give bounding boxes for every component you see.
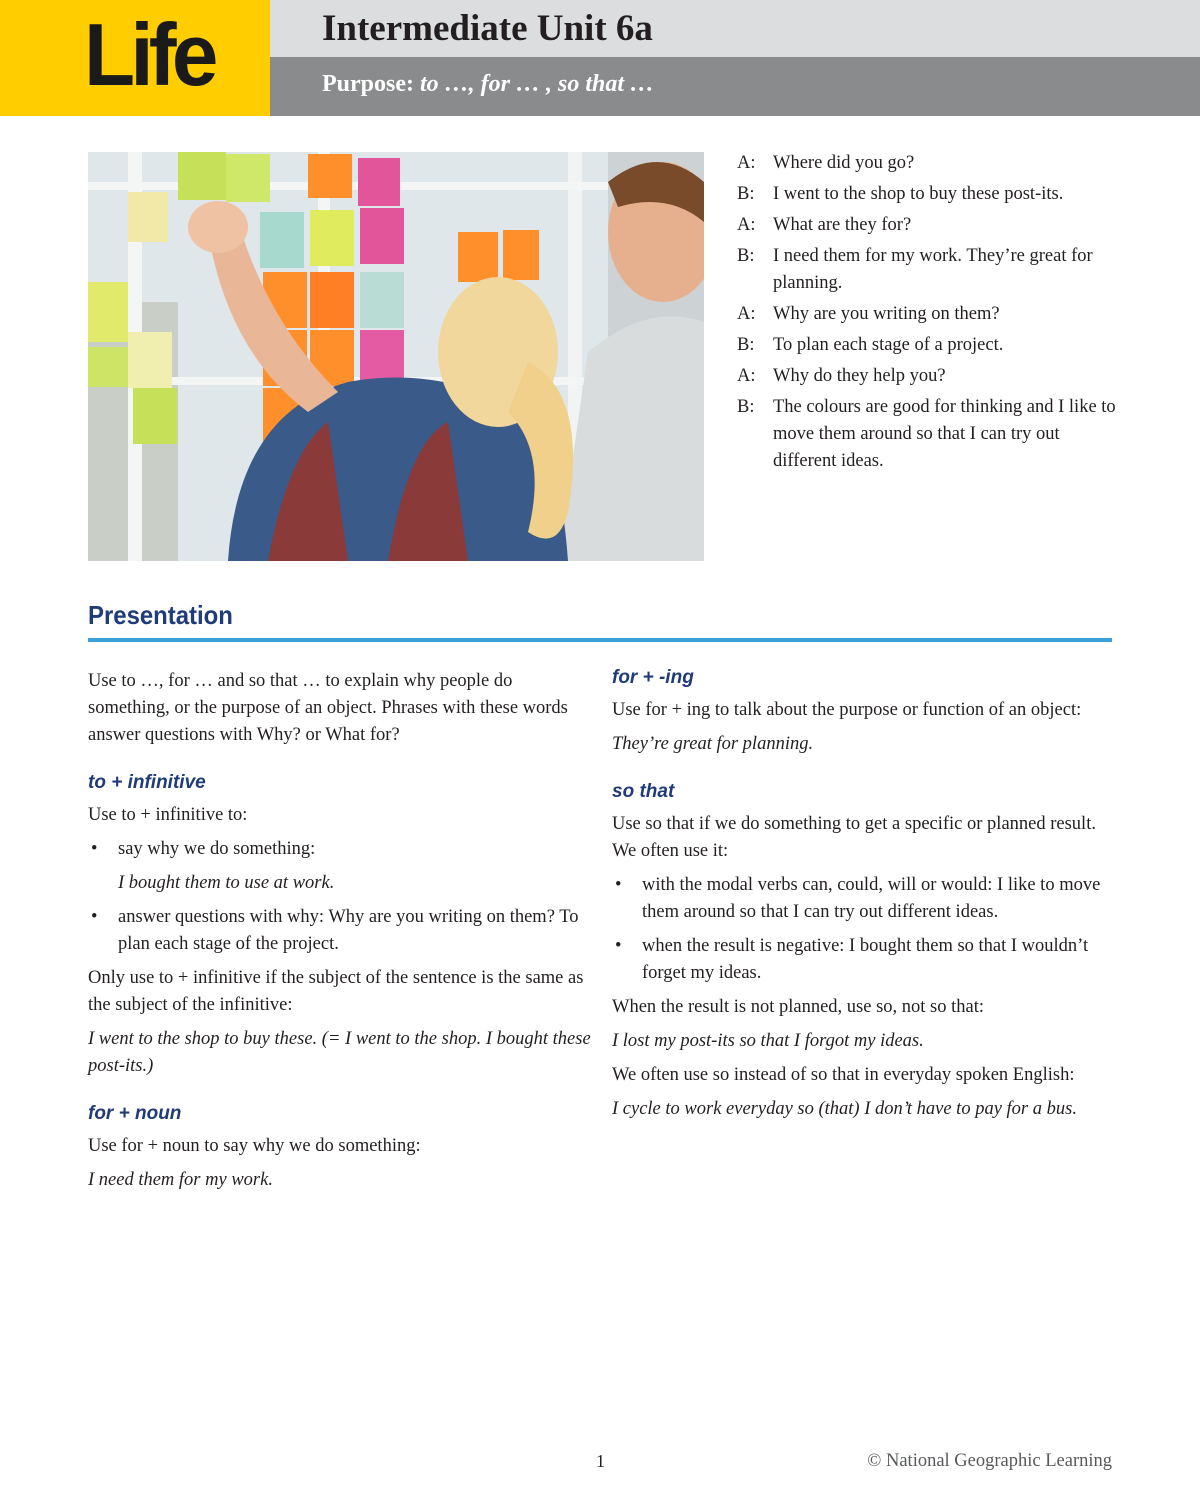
- example: I went to the shop to buy these. (= I went to the shop. I bought these post-its.): [88, 1029, 591, 1076]
- so-use-text: Use so that if we do something to get a specific or planned result. We often use it:: [612, 814, 1096, 861]
- heading-so-that: so that: [612, 781, 675, 802]
- dialogue-line: B: I went to the shop to buy these post-its.: [737, 184, 1064, 204]
- for-use-text: Use for + noun to say why we do something:: [88, 1136, 421, 1156]
- right-column: [612, 665, 1112, 1130]
- not-planned-text: When the result is not planned, use so, not so that:: [612, 997, 984, 1017]
- example: They’re great for planning.: [612, 734, 814, 754]
- to-use-text: Use to + infinitive to:: [88, 805, 248, 825]
- example: I bought them to use at work.: [118, 873, 335, 893]
- dialogue-line: A: Why do they help you?: [737, 366, 946, 386]
- dialogue-line: B: To plan each stage of a project.: [737, 335, 1004, 355]
- dialogue-line: A: Why are you writing on them?: [737, 304, 1000, 324]
- so-bullets: [612, 872, 1112, 987]
- bullet-item: • with the modal verbs can, could, will or would: I like to move them around so that I can try out different ideas.: [612, 872, 1112, 926]
- ing-use-text: Use for + ing to talk about the purpose or function of an object:: [612, 700, 1082, 720]
- heading-for-ing: for + -ing: [612, 667, 694, 688]
- bullet-item: • say why we do something:: [88, 836, 593, 863]
- dialogue-line: A: What are they for?: [737, 215, 912, 235]
- dialogue: [737, 150, 1117, 479]
- logo-text: Life: [84, 5, 214, 104]
- section-title: Presentation: [88, 600, 233, 630]
- often-text: We often use so instead of so that in everyday spoken English:: [612, 1065, 1075, 1085]
- left-column: [88, 668, 593, 1201]
- bullet-item: • when the result is negative: I bought them so that I wouldn’t forget my ideas.: [612, 933, 1112, 987]
- example: I lost my post-its so that I forgot my ideas.: [612, 1031, 924, 1051]
- title-bar: [270, 0, 1200, 57]
- example: I cycle to work everyday so (that) I don’t have to pay for a bus.: [612, 1099, 1077, 1119]
- subtitle-bar: [270, 57, 1200, 116]
- page-number: 1: [596, 1451, 605, 1471]
- subtitle: Purpose: to …, for … , so that …: [322, 71, 655, 97]
- copyright: © National Geographic Learning: [867, 1451, 1112, 1471]
- heading-for-noun: for + noun: [88, 1103, 182, 1124]
- bullet-item: • answer questions with why: Why are you writing on them? To plan each stage of the project.: [88, 904, 593, 958]
- to-bullets-2: [88, 904, 593, 958]
- dialogue-line: B: The colours are good for thinking and I like to move them around so that I can try out different ideas.: [737, 397, 1116, 471]
- life-logo: [0, 0, 270, 116]
- only-use-text: Only use to + infinitive if the subject of the sentence is the same as the subject of the infinitive:: [88, 968, 584, 1015]
- section-divider: [88, 638, 1112, 642]
- intro-text: Use to …, for … and so that … to explain why people do something, or the purpose of an object. Phrases with these words answer questions with Why? or What for?: [88, 671, 568, 745]
- dialogue-line: B: I need them for my work. They’re great for planning.: [737, 246, 1093, 293]
- unit-title: Intermediate Unit 6a: [322, 8, 653, 49]
- example: I need them for my work.: [88, 1170, 273, 1190]
- dialogue-line: A: Where did you go?: [737, 153, 915, 173]
- heading-to-infinitive: to + infinitive: [88, 772, 206, 793]
- sticky-notes-photo: [88, 152, 704, 561]
- to-bullets: [88, 836, 593, 863]
